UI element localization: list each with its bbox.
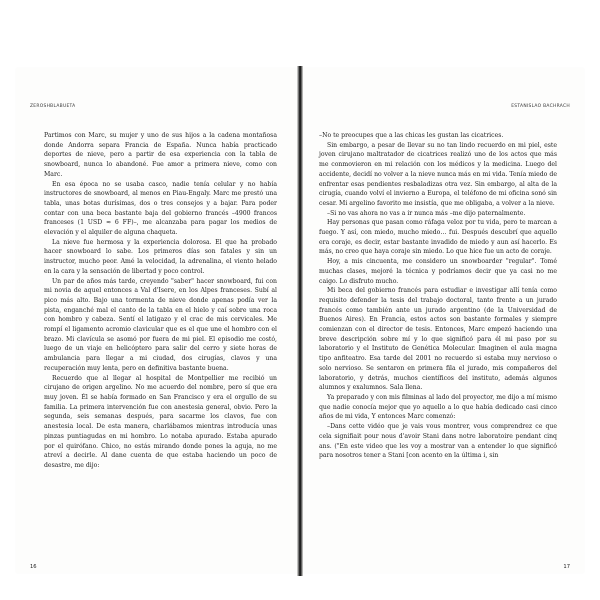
left-running-head: ZEROSHBLABUETA (30, 104, 76, 109)
paragraph: Partimos con Marc, su mujer y uno de sus hijos a la cadena montañosa donde Andorra separa Francia de España. Nunca había practicado deportes de nieve, pero a partir de esa experiencia con la tabla de snowboard, nunca lo abandoné. Fue amor a primera nieve, como con Marc. (44, 132, 277, 178)
paragraph: Sin embargo, a pesar de llevar su no tan lindo recuerdo en mi piel, este joven cirujano maltratador de cicatrices realizó uno de los actos que más me conmovieron en mi relación con los médicos y la medicina. Luego del accidente, decidí no volver a la nieve nunca más en mi vida. Tenía miedo de enfrentar esas pendientes resbaladizas otra vez. Sin embargo, al alta de la cirugía, cuando volví el invierno a Europa, el teléfono de mi oficina sonó sin cesar. Mi argelino favorito me insistía, que me obligaba, a volver a la nieve. (319, 141, 557, 207)
left-page-number: 16 (30, 564, 37, 570)
right-page (303, 68, 584, 573)
right-running-head: ESTANISLAO BACHRACH (511, 104, 570, 109)
left-page-body (44, 131, 277, 471)
paragraph: En esa época no se usaba casco, nadie tenía celular y no había instructores de snowboard, al menos en Piau-Engaly. Marc me prestó una tabla, unas botas durísimas, dos o tres consejos y a bajar. Para poder contar con una beca bastante baja del gobierno francés –4900 francos franceses (1 USD ≈ 6 FF)–, me alcanzaba para pagar los medios de elevación y el alquiler de alguna chaqueta. (44, 180, 277, 237)
paragraph: Recuerdo que al llegar al hospital de Montpellier me recibió un cirujano de origen argelino. No me acuerdo del nombre, pero sí que era muy joven. Él se había formado en San Francisco y era el orgullo de su familia. La primera intervención fue con anestesia general, obvio. Pero la segunda, seis semanas después, para sacarme los clavos, fue con anestesia local. De esta manera, charlábamos mientras introducía unas pinzas puntiagudas en mi hombro. Lo notaba apurado. Estaba apurado por el quirófano. Chico, no estás mirando donde pones la aguja, no me atreví a decirle. Al dane cuenta de que estaba haciendo un poco de desastre, me dijo: (44, 374, 277, 469)
paragraph: Un par de años más tarde, creyendo "saber" hacer snowboard, fui con mi novia de aquel entonces a Val d'Isere, en los Alpes franceses. Subí al pico más alto. Bajo una tormenta de nieve donde apenas podía ver la pista, enganché mal el canto de la tabla en el hielo y caí sobre una roca con hombro y cabeza. Sentí el latigazo y el crac de mis cervicales. Me rompí el ligamento acromio clavicular que es el que une el hombro con el brazo. Mi clavícula se asomó por fuera de mi piel. El episodio me costó, luego de un viaje en helicóptero para salir del cerro y siete horas de ambulancia para llegar a mi ciudad, dos cirugías, clavos y una recuperación muy lenta, pero en definitiva bastante buena. (44, 277, 277, 372)
paragraph: Hay personas que pasan como ráfaga veloz por tu vida, pero te marcan a fuego. Y así, con miedo, mucho miedo… fui. Después descubrí que aquello era coraje, es decir, estar bastante invadido de miedo y aun así hacerlo. Es más, no creo que haya coraje sin miedo. Lo que hice fue un acto de coraje. (319, 219, 557, 256)
paragraph: –Si no vas ahora no vas a ir nunca más –me dijo paternalmente. (327, 209, 526, 217)
paragraph: –No te preocupes que a las chicas les gustan las cicatrices. (319, 132, 504, 139)
right-page-body (319, 131, 557, 461)
right-page-number: 17 (563, 564, 570, 570)
paragraph: Hoy, a mis cincuenta, me considero un snowboarder "regular". Tomé muchas clases, mejoré la técnica y podríamos decir que ya casi no me caigo. Lo disfruto mucho. (319, 258, 557, 285)
paragraph: La nieve fue hermosa y la experiencia dolorosa. El que ha probado hacer snowboard lo sabe. Los primeros días son fatales y sin un instructor, mucho peor. Amé la velocidad, la adrenalina, el viento helado en la cara y la sensación de libertad y poco control. (44, 238, 277, 275)
paragraph: –Dans cette vidéo que je vais vous montrer, vous comprendrez ce que cela signifiait pour nous d'avoir Stani dans notre laboratoire pendant cinq ans. ("En este video que les voy a mostrar van a entender lo que significó para nosotros tener a Stani [con acento en la última i, sin (319, 423, 557, 460)
paragraph: Mi beca del gobierno francés para estudiar e investigar allí tenía como requisito defender la tesis del trabajo doctoral, tanto frente a un jurado francés como también ante un jurado argentino (de la Universidad de Buenos Aires). En Francia, estos actos son bastante formales y siempre comienzan con el director de tesis. Entonces, Marc empezó haciendo una breve descripción sobre mí y lo que significó para él mi paso por su laboratorio y el Instituto de Genética Molecular. Imaginen el aula magna tipo anfiteatro. Esa tarde del 2001 no recuerdo si estaba muy nervioso o solo nervioso. Se sentaron en primera fila el jurado, mis compañeros del laboratorio, y detrás, muchos científicos del instituto, además algunos alumnos y exalumnos. Sala llena. (319, 287, 557, 392)
left-page (16, 68, 297, 573)
paragraph: Ya preparado y con mis filminas al lado del proyector, me dijo a mí mismo que nadie conocía mejor que yo aquello a lo que había dedicado casi cinco años de mi vida, Y entonces Marc comenzó: (319, 393, 557, 421)
